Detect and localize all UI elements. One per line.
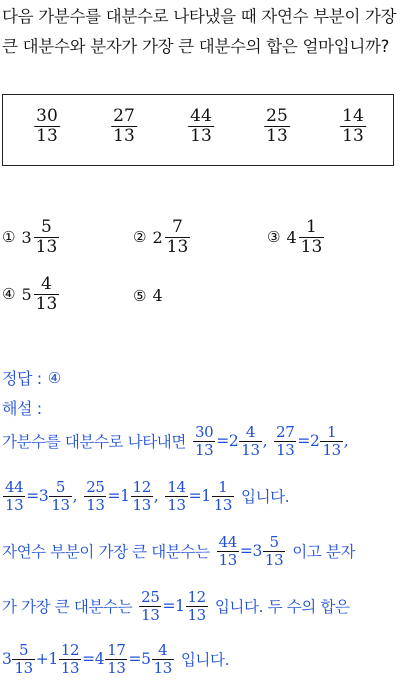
option-3[interactable]: ③ 4 $\frac{1}{13}$ — [267, 217, 323, 257]
explanation-line-2: $\frac{44}{13}$ = 3 $\frac{5}{13}$ , $\frac{25}{13}$ = 1 $\frac{12}{13}$ , $\frac{14}{13}$ = 1 $\frac{1}{13}$ 입니다. — [5, 478, 290, 514]
option-fraction: $\frac{4}{13}$ — [35, 274, 58, 314]
option-marker: ② — [133, 228, 147, 247]
explanation-line-5: 3 $\frac{5}{13}$ + 1 $\frac{12}{13}$ = 4 $\frac{17}{13}$ = 5 $\frac{4}{13}$ 입니다. — [2, 641, 230, 677]
fraction-item: $\frac{25}{13}$ — [266, 106, 288, 146]
option-4[interactable]: ④ 5 $\frac{4}{13}$ — [2, 274, 58, 314]
fraction-item: $\frac{30}{13}$ — [36, 106, 58, 146]
option-marker: ④ — [2, 285, 16, 304]
explanation-line-4: 가 가장 큰 대분수는 $\frac{25}{13}$ = 1 $\frac{12}{13}$ 입니다. 두 수의 합은 — [2, 588, 350, 624]
option-fraction: $\frac{7}{13}$ — [166, 217, 189, 257]
option-marker: ③ — [267, 228, 281, 247]
answer-line — [2, 366, 67, 389]
answer-value: ④ — [47, 368, 61, 387]
fraction-item: $\frac{14}{13}$ — [342, 106, 364, 146]
option-1[interactable]: ① 3 $\frac{5}{13}$ — [2, 217, 58, 257]
option-marker: ⑤ — [133, 286, 147, 305]
explanation-label: 해설 : — [2, 399, 42, 418]
fraction-list-box — [2, 94, 394, 166]
answer-label: 정답 : — [2, 369, 42, 388]
option-marker: ① — [2, 228, 16, 247]
explanation-line-3: 자연수 부분이 가장 큰 대분수는 $\frac{44}{13}$ = 3 $\frac{5}{13}$ 이고 분자 — [2, 533, 356, 569]
fraction-item: $\frac{44}{13}$ — [190, 106, 212, 146]
explanation-line-1: 가분수를 대분수로 나타내면 $\frac{30}{13}$ = 2 $\frac{4}{13}$ , $\frac{27}{13}$ = 2 $\frac{1}{13}$ , — [2, 423, 349, 459]
fraction-item: $\frac{27}{13}$ — [113, 106, 135, 146]
option-fraction: $\frac{5}{13}$ — [35, 217, 58, 257]
option-fraction: $\frac{1}{13}$ — [300, 217, 323, 257]
option-5[interactable]: ⑤ 4 — [133, 286, 163, 305]
question-text: 다음 가분수를 대분수로 나타냈을 때 자연수 부분이 가장 큰 대분수와 분자가 가장 큰 대분수의 합은 얼마입니까? — [2, 7, 397, 56]
option-2[interactable]: ② 2 $\frac{7}{13}$ — [133, 217, 189, 257]
